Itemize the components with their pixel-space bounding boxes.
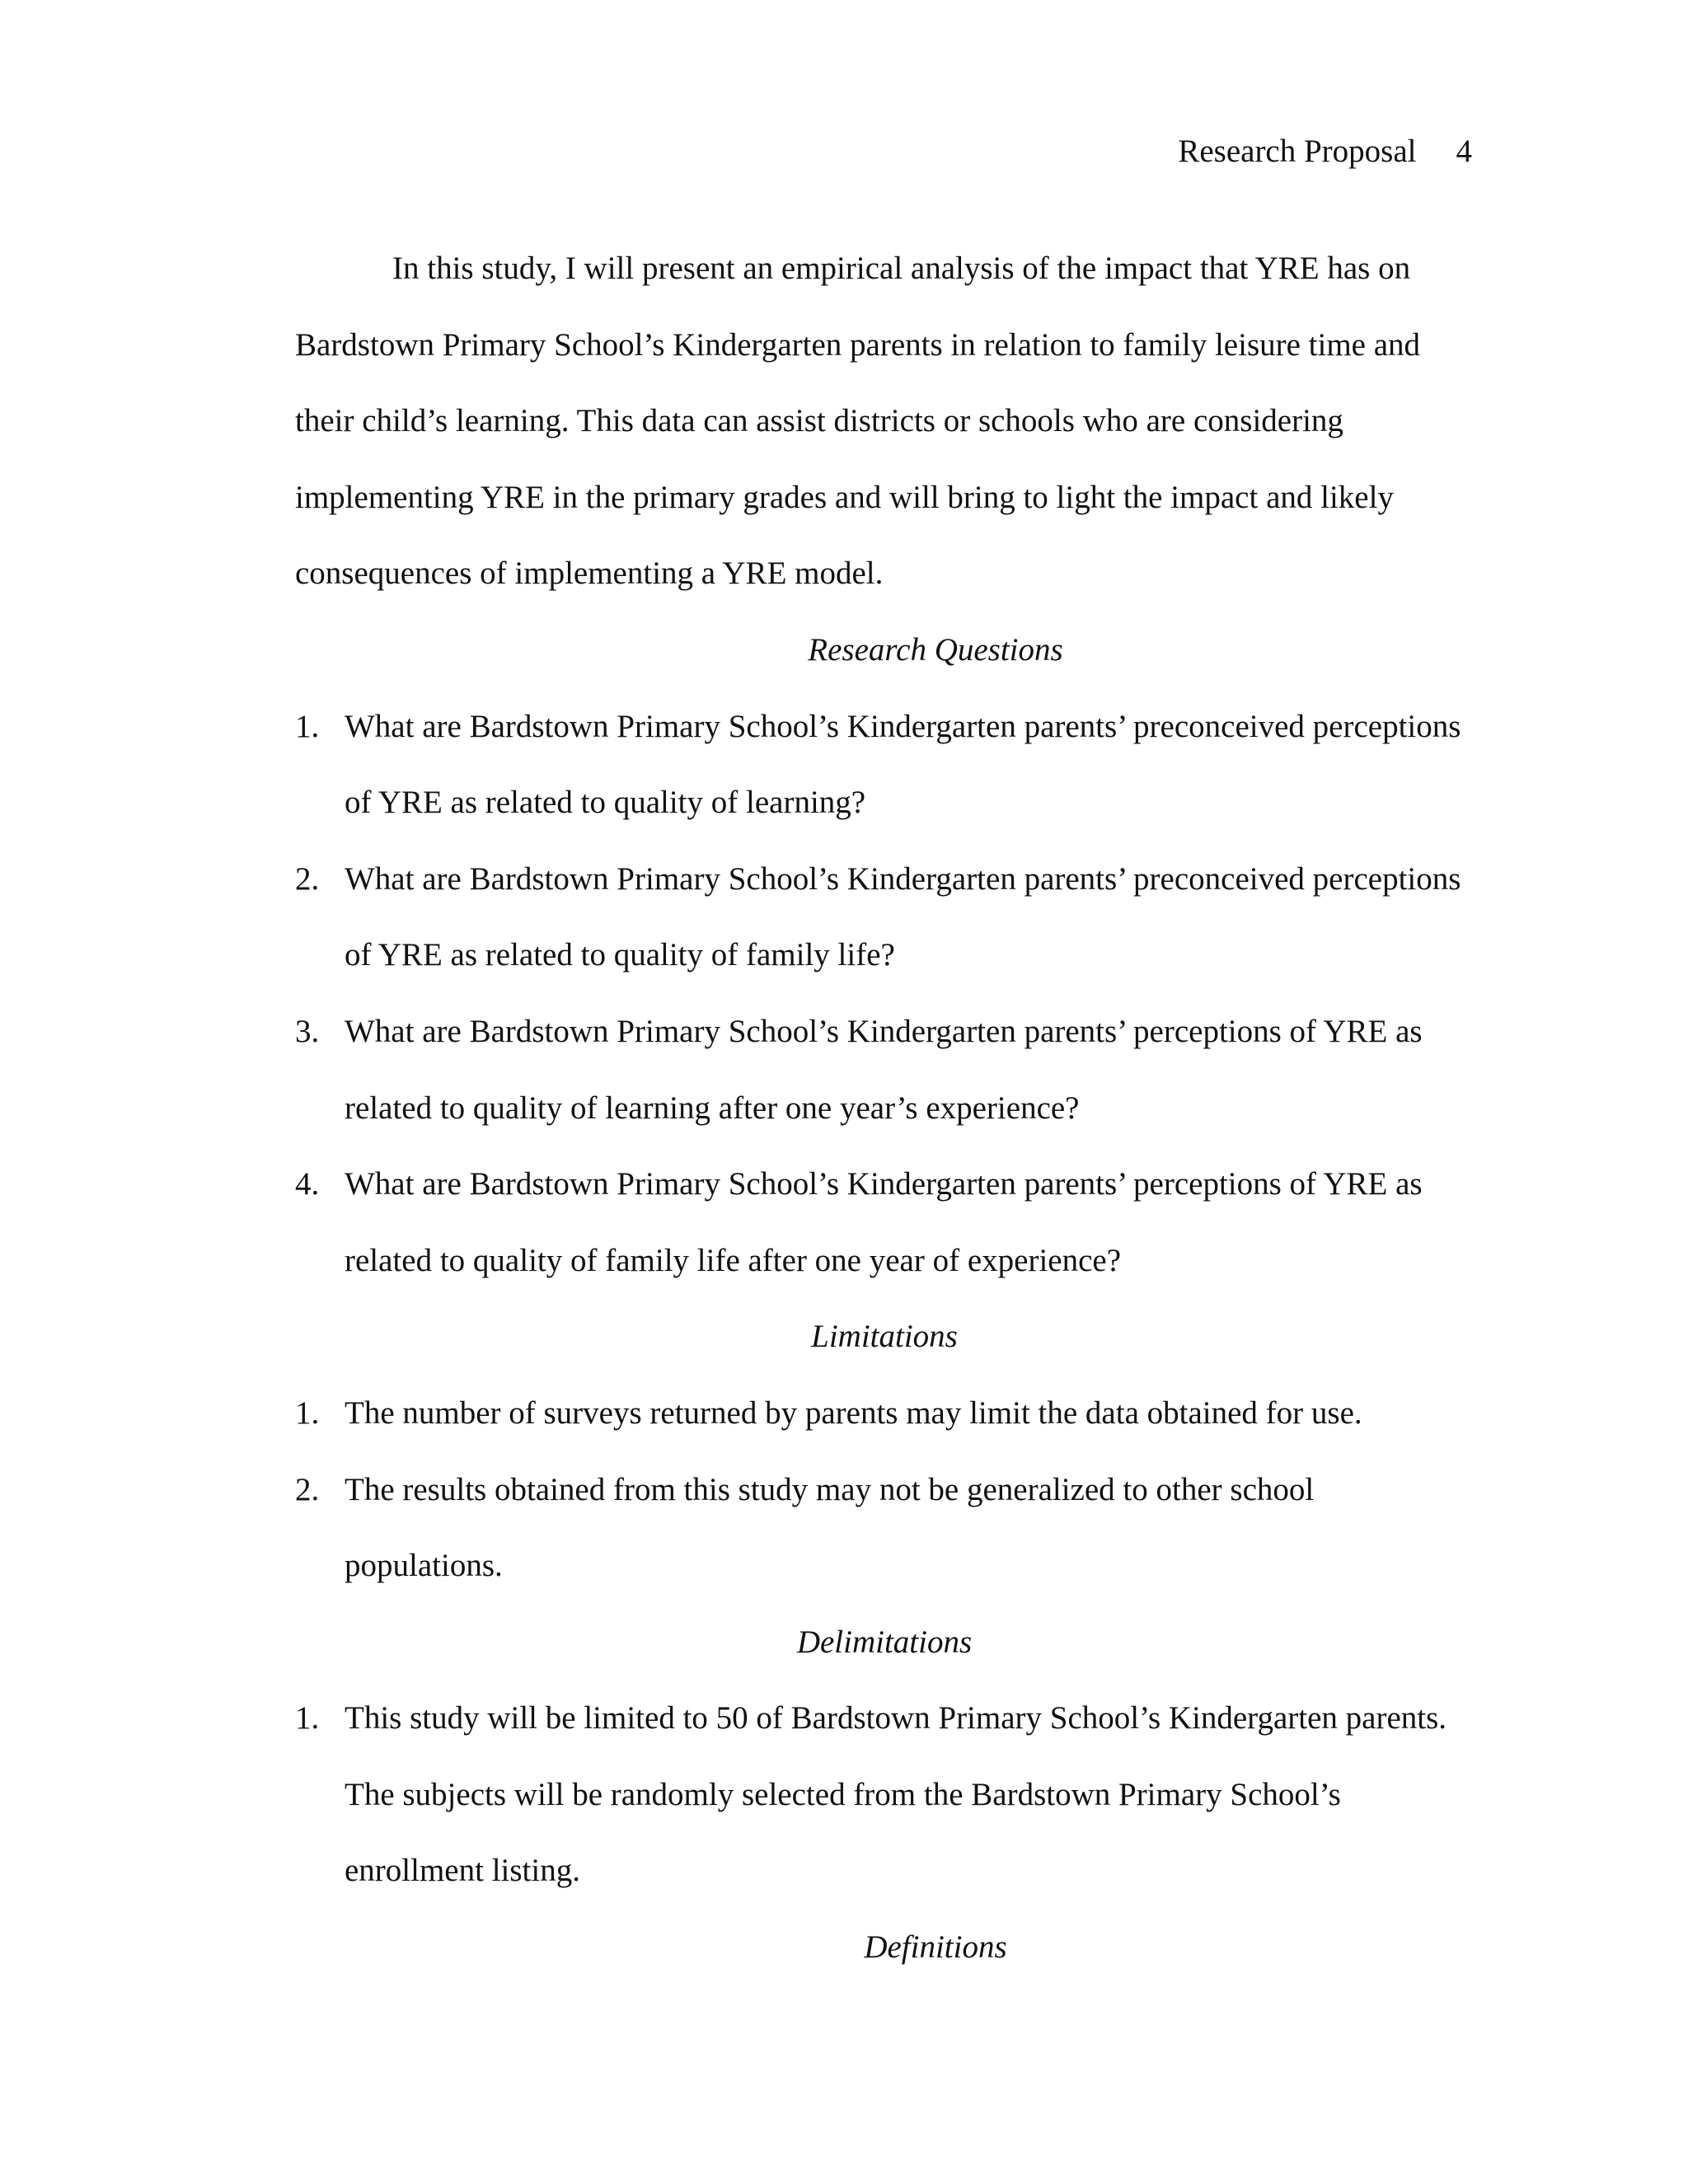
list-item-number: 1. — [295, 1394, 320, 1431]
limitations-list — [295, 1376, 1474, 1605]
section-heading-limitations: Limitations — [811, 1319, 958, 1355]
section-heading-delimitations: Delimitations — [796, 1624, 973, 1660]
page-number: 4 — [1456, 134, 1472, 169]
list-item — [295, 841, 1474, 994]
list-item — [295, 1452, 1474, 1605]
list-item — [295, 1376, 1474, 1452]
list-item-text: What are Bardstown Primary School’s Kindergarten parents’ perceptions of YRE as related to quality of learning after one year’s experience? — [345, 1013, 1423, 1126]
document-body — [295, 231, 1474, 1986]
running-head-title: Research Proposal — [1178, 134, 1417, 169]
list-item-text: This study will be limited to 50 of Bardstown Primary School’s Kindergarten parents. The subjects will be randomly selected from the Bardstown Primary School’s enrollment listing. — [345, 1700, 1447, 1889]
list-item — [295, 1146, 1474, 1299]
list-item-number: 1. — [295, 1700, 320, 1736]
section-heading-definitions: Definitions — [864, 1929, 1007, 1966]
list-item-text: What are Bardstown Primary School’s Kindergarten parents’ perceptions of YRE as related to quality of family life after one year of experience? — [345, 1166, 1423, 1278]
list-item — [295, 1680, 1474, 1910]
list-item-text: What are Bardstown Primary School’s Kindergarten parents’ preconceived perceptions of YRE as related to quality of family life? — [345, 860, 1461, 973]
research-questions-list — [295, 689, 1474, 1300]
running-head — [1178, 130, 1472, 173]
list-item-text: The results obtained from this study may not be generalized to other school populations. — [345, 1471, 1315, 1584]
section-heading-research-questions: Research Questions — [808, 631, 1063, 668]
list-item-number: 2. — [295, 860, 320, 897]
list-item — [295, 994, 1474, 1146]
list-item-text: What are Bardstown Primary School’s Kindergarten parents’ preconceived perceptions of YRE as related to quality of learning? — [345, 708, 1461, 821]
list-item-number: 3. — [295, 1013, 320, 1049]
list-item-number: 4. — [295, 1166, 320, 1202]
list-item-number: 2. — [295, 1471, 320, 1507]
delimitations-list — [295, 1680, 1474, 1910]
list-item — [295, 689, 1474, 841]
list-item-number: 1. — [295, 708, 320, 744]
intro-paragraph: In this study, I will present an empirical analysis of the impact that YRE has on Bardstown Primary School’s Kindergarten parents in relation to family leisure time and their child’s learning. This data can assist districts or schools who are considering implementing YRE in the primary grades and will bring to light the impact and likely consequences of implementing a YRE model. — [295, 251, 1421, 592]
list-item-text: The number of surveys returned by parents may limit the data obtained for use. — [345, 1394, 1362, 1431]
